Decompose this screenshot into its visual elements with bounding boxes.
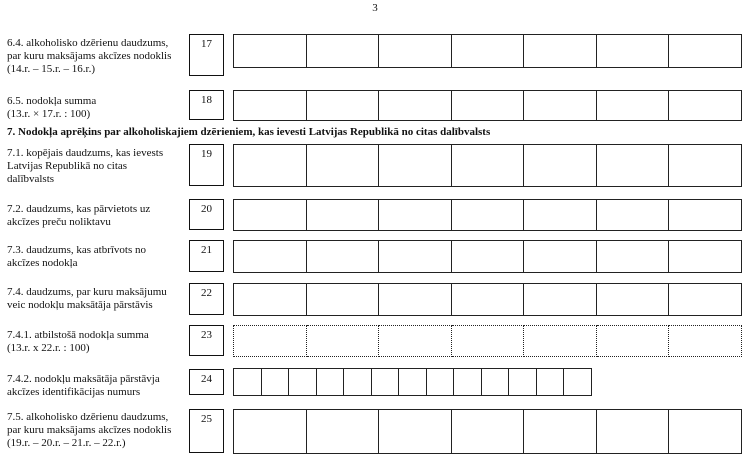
input-cell[interactable] xyxy=(537,368,565,396)
input-cell[interactable] xyxy=(669,144,742,187)
input-cell[interactable] xyxy=(524,90,597,121)
row-19-label-line: Latvijas Republikā no citas xyxy=(7,160,128,172)
input-cell[interactable] xyxy=(452,409,525,454)
row-18-label xyxy=(7,95,96,121)
input-cell[interactable] xyxy=(233,90,307,121)
page-number: 3 xyxy=(372,2,378,14)
input-cell[interactable] xyxy=(307,144,380,187)
row-21-number-box: 21 xyxy=(189,240,224,272)
input-cell[interactable] xyxy=(597,325,670,357)
input-cell[interactable] xyxy=(524,34,597,68)
input-cell[interactable] xyxy=(597,283,670,316)
input-cell[interactable] xyxy=(307,240,380,273)
row-19-label-line: 7.1. kopējais daudzums, kas ievests xyxy=(7,147,164,159)
input-cell[interactable] xyxy=(597,199,670,231)
row-23-label xyxy=(7,329,149,355)
input-cell[interactable] xyxy=(233,240,307,273)
input-cell[interactable] xyxy=(597,240,670,273)
row-18-label-line: 6.5. nodokļa summa xyxy=(7,95,97,107)
row-19-input-cells[interactable] xyxy=(233,144,742,187)
row-18-label-line: (13.r. × 17.r. : 100) xyxy=(7,108,91,120)
row-17-label xyxy=(7,37,171,76)
input-cell[interactable] xyxy=(233,144,307,187)
row-23-number-box: 23 xyxy=(189,325,224,356)
row-17-label-line: (14.r. – 15.r. – 16.r.) xyxy=(7,63,95,75)
row-20-label-line: 7.2. daudzums, kas pārvietots uz xyxy=(7,203,151,215)
row-19-label-line: dalībvalsts xyxy=(7,173,55,185)
row-17-label-line: par kuru maksājams akcīzes nodoklis xyxy=(7,50,172,62)
row-23-input-cells[interactable] xyxy=(233,325,742,357)
row-24-label-line: akcīzes identifikācijas numurs xyxy=(7,386,141,398)
row-17-label-line: 6.4. alkoholisko dzērienu daudzums, xyxy=(7,37,169,49)
input-cell[interactable] xyxy=(452,90,525,121)
input-cell[interactable] xyxy=(399,368,427,396)
row-18-number-box: 18 xyxy=(189,90,224,120)
row-22-number-box: 22 xyxy=(189,283,224,315)
input-cell[interactable] xyxy=(427,368,455,396)
input-cell[interactable] xyxy=(482,368,510,396)
input-cell[interactable] xyxy=(564,368,592,396)
input-cell[interactable] xyxy=(669,240,742,273)
input-cell[interactable] xyxy=(307,283,380,316)
input-cell[interactable] xyxy=(669,199,742,231)
input-cell[interactable] xyxy=(669,409,742,454)
input-cell[interactable] xyxy=(452,144,525,187)
row-24-input-cells[interactable] xyxy=(233,368,592,396)
input-cell[interactable] xyxy=(669,283,742,316)
input-cell[interactable] xyxy=(524,325,597,357)
row-24-number-box: 24 xyxy=(189,369,224,395)
row-21-label-line: 7.3. daudzums, kas atbrīvots no xyxy=(7,244,147,256)
input-cell[interactable] xyxy=(289,368,317,396)
row-24-label-line: 7.4.2. nodokļu maksātāja pārstāvja xyxy=(7,373,160,385)
input-cell[interactable] xyxy=(262,368,290,396)
input-cell[interactable] xyxy=(452,240,525,273)
input-cell[interactable] xyxy=(233,409,307,454)
section-7-heading: 7. Nodokļa aprēķins par alkoholiskajiem dzērieniem, kas ievesti Latvijas Republikā no citas dalībvalsts xyxy=(7,126,491,138)
row-25-label-line: (19.r. – 20.r. – 21.r. – 22.r.) xyxy=(7,437,126,449)
row-17-number-box: 17 xyxy=(189,34,224,76)
input-cell[interactable] xyxy=(379,144,452,187)
input-cell[interactable] xyxy=(524,409,597,454)
input-cell[interactable] xyxy=(379,409,452,454)
row-25-label-line: par kuru maksājams akcīzes nodoklis xyxy=(7,424,172,436)
input-cell[interactable] xyxy=(452,34,525,68)
input-cell[interactable] xyxy=(524,144,597,187)
input-cell[interactable] xyxy=(669,325,742,357)
input-cell[interactable] xyxy=(597,90,670,121)
input-cell[interactable] xyxy=(379,90,452,121)
row-24-label xyxy=(7,373,160,399)
input-cell[interactable] xyxy=(307,409,380,454)
row-25-label-line: 7.5. alkoholisko dzērienu daudzums, xyxy=(7,411,169,423)
row-21-label-line: akcīzes nodokļa xyxy=(7,257,78,269)
input-cell[interactable] xyxy=(379,199,452,231)
input-cell[interactable] xyxy=(307,199,380,231)
row-25-input-cells[interactable] xyxy=(233,409,742,454)
row-20-label-line: akcīzes preču noliktavu xyxy=(7,216,111,228)
row-19-label xyxy=(7,147,163,186)
input-cell[interactable] xyxy=(372,368,400,396)
input-cell[interactable] xyxy=(379,240,452,273)
input-cell[interactable] xyxy=(317,368,345,396)
row-22-label xyxy=(7,286,167,312)
row-19-number-box: 19 xyxy=(189,144,224,186)
input-cell[interactable] xyxy=(524,199,597,231)
row-20-number-box: 20 xyxy=(189,199,224,230)
row-25-label xyxy=(7,411,171,450)
row-23-label-line: 7.4.1. atbilstošā nodokļa summa xyxy=(7,329,149,341)
input-cell[interactable] xyxy=(452,283,525,316)
input-cell[interactable] xyxy=(233,368,262,396)
row-18-input-cells[interactable] xyxy=(233,90,742,121)
row-21-input-cells[interactable] xyxy=(233,240,742,273)
row-20-input-cells[interactable] xyxy=(233,199,742,231)
row-20-label xyxy=(7,203,150,229)
input-cell[interactable] xyxy=(233,283,307,316)
row-17-input-cells[interactable] xyxy=(233,34,742,68)
input-cell[interactable] xyxy=(454,368,482,396)
input-cell[interactable] xyxy=(597,409,670,454)
input-cell[interactable] xyxy=(233,34,307,68)
input-cell[interactable] xyxy=(524,240,597,273)
input-cell[interactable] xyxy=(379,325,452,357)
input-cell[interactable] xyxy=(452,199,525,231)
input-cell[interactable] xyxy=(233,325,307,357)
input-cell[interactable] xyxy=(307,325,380,357)
row-22-label-line: veic nodokļu maksātāja pārstāvis xyxy=(7,299,153,311)
input-cell[interactable] xyxy=(379,34,452,68)
input-cell[interactable] xyxy=(379,283,452,316)
row-21-label xyxy=(7,244,146,270)
row-23-label-line: (13.r. x 22.r. : 100) xyxy=(7,342,90,354)
input-cell[interactable] xyxy=(509,368,537,396)
input-cell[interactable] xyxy=(452,325,525,357)
input-cell[interactable] xyxy=(669,34,742,68)
row-22-label-line: 7.4. daudzums, par kuru maksājumu xyxy=(7,286,167,298)
input-cell[interactable] xyxy=(524,283,597,316)
input-cell[interactable] xyxy=(307,34,380,68)
input-cell[interactable] xyxy=(233,199,307,231)
input-cell[interactable] xyxy=(307,90,380,121)
row-22-input-cells[interactable] xyxy=(233,283,742,316)
input-cell[interactable] xyxy=(597,34,670,68)
input-cell[interactable] xyxy=(597,144,670,187)
input-cell[interactable] xyxy=(669,90,742,121)
input-cell[interactable] xyxy=(344,368,372,396)
row-25-number-box: 25 xyxy=(189,409,224,453)
